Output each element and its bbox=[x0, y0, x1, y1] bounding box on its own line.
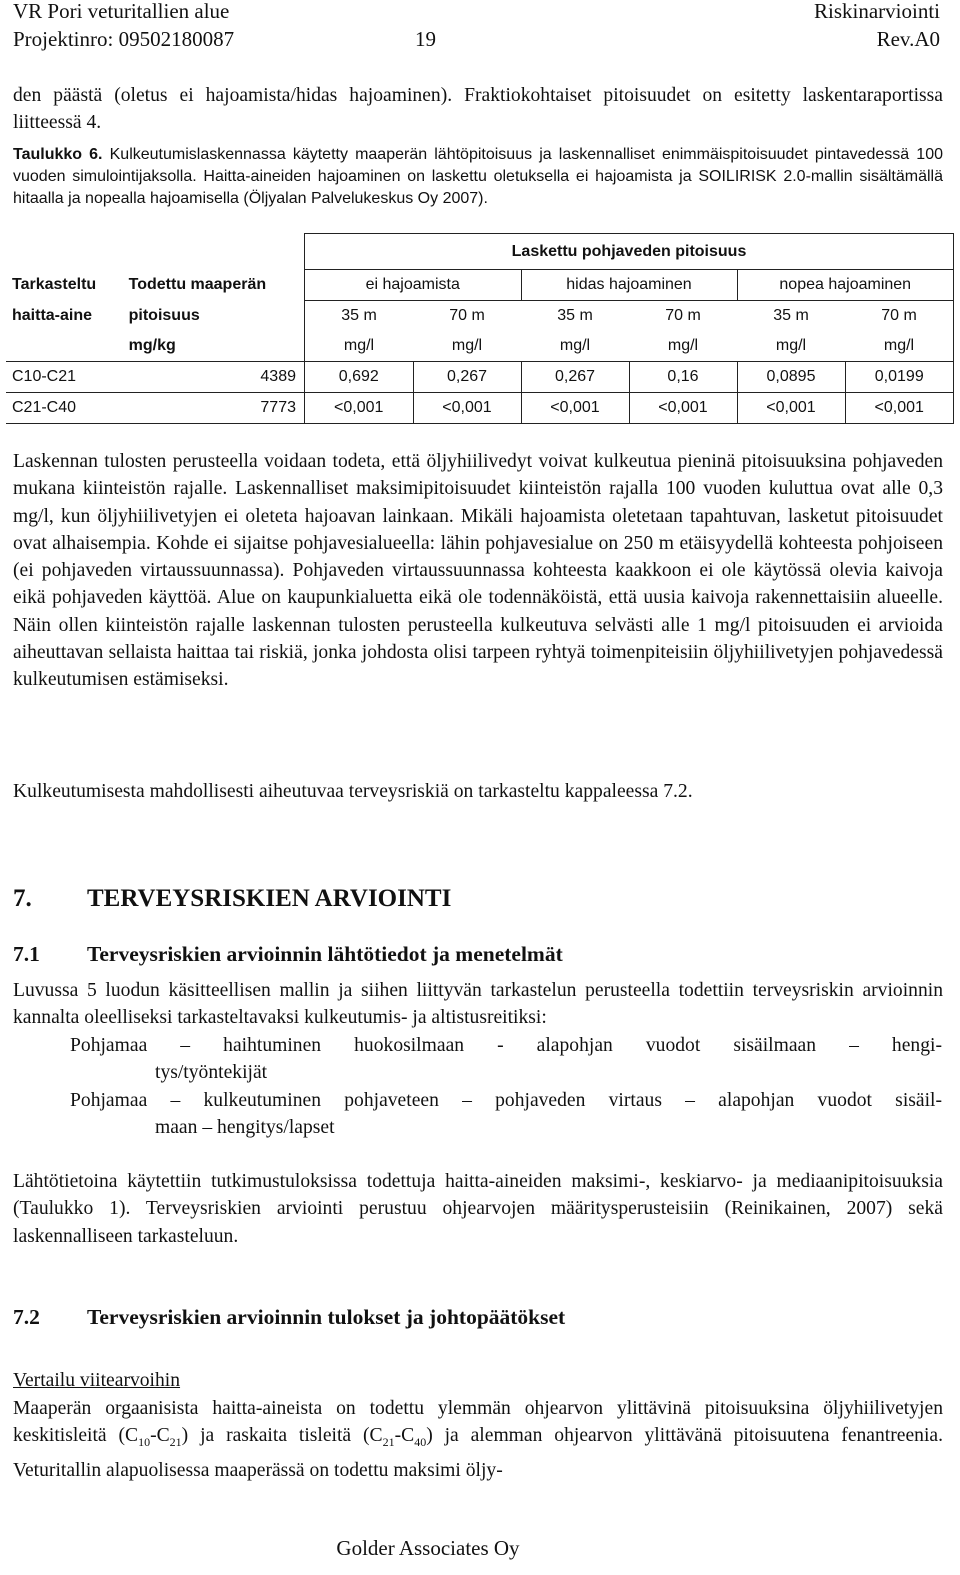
col2-header-line1: Todettu maaperän bbox=[128, 276, 267, 293]
value-cell: <0,001 bbox=[845, 393, 954, 424]
substance-cell: C21-C40 bbox=[6, 393, 123, 424]
unit-cell: mg/l bbox=[521, 331, 629, 362]
distance-cell: 70 m bbox=[845, 301, 954, 332]
unit-cell: mg/l bbox=[845, 331, 954, 362]
section-7-1-paragraph-1: Luvussa 5 luodun käsitteellisen mallin ja siihen liittyvän tarkastelun perusteella todettiin terveysriskin arvioinnin kannalta oleelliseksi tarkasteltavaksi kulkeutumis- ja altistusreitiksi: bbox=[13, 980, 943, 1029]
header-page-number: 19 bbox=[415, 27, 436, 51]
section-7-heading bbox=[13, 885, 451, 913]
value-cell: <0,001 bbox=[413, 393, 521, 424]
reference-comparison-subheading: Vertailu viitearvoihin bbox=[13, 1370, 181, 1391]
section-7-2-number: 7.2 bbox=[13, 1305, 40, 1329]
section-7-2-title: Terveysriskien arvioinnin tulokset ja johtopäätökset bbox=[87, 1305, 566, 1329]
text-run: Maaperän orgaanisista haitta-aineista on todettu ylemmän ohjearvon ylittävinä pitoisuuksina öljyhiilivetyjen keskitisleitä (C bbox=[13, 1398, 943, 1447]
soil-concentration-cell: 4389 bbox=[123, 362, 305, 393]
unit-cell: mg/l bbox=[305, 331, 414, 362]
unit-cell: mg/l bbox=[413, 331, 521, 362]
section-7-1-paragraph-2: Lähtötietoina käytettiin tutkimustuloksissa todettuja haitta-aineiden maksimi-, keskiarvo- ja mediaanipitoisuuksia (Taulukko 1). Terveysriskien arviointi perustuu ohjearvojen määritysperusteisiin (Reinikainen, 2007) sekä laskennalliseen tarkasteluun. bbox=[13, 1171, 943, 1247]
text-run: ) ja raskaita tisleitä (C bbox=[181, 1425, 383, 1447]
footer-company: Golder Associates Oy bbox=[336, 1536, 520, 1560]
subscript: 10 bbox=[138, 1435, 151, 1450]
text-run: -C bbox=[394, 1425, 415, 1447]
value-cell: 0,0895 bbox=[737, 362, 845, 393]
value-cell: 0,267 bbox=[521, 362, 629, 393]
unit-cell: mg/l bbox=[737, 331, 845, 362]
table-row bbox=[6, 393, 954, 424]
exposure-route-1-line-1: Pohjamaa – haihtuminen huokosilmaan - alapohjan vuodot sisäilmaan – hengi- bbox=[70, 1035, 942, 1056]
col2-header-line2: pitoisuus bbox=[128, 306, 200, 324]
distance-cell: 70 m bbox=[665, 307, 701, 324]
section-7-1-number: 7.1 bbox=[13, 942, 40, 966]
value-cell: <0,001 bbox=[737, 393, 845, 424]
col2-header-line3: mg/kg bbox=[128, 337, 176, 354]
value-cell: <0,001 bbox=[305, 393, 414, 424]
exposure-route-1-line-2: tys/työntekijät bbox=[155, 1062, 268, 1083]
subscript: 21 bbox=[382, 1435, 395, 1450]
results-paragraph: Laskennan tulosten perusteella voidaan todeta, että öljyhiilivedyt voivat kulkeutua pieninä pitoisuuksina pohjaveden mukana kiinteistön rajalle. Laskennalliset maksimipitoisuudet kiinteistön rajalla 100 vuoden kuluttua ovat alle 0,3 mg/l, kun öljyhiilivetyjen ei oleteta hajoavan lainkaan. Mikäli hajoamista oletetaan tapahtuvan, lasketut pitoisuudet ovat alhaisempia. Kohde ei sijaitse pohjavesialueella: lähin pohjavesialue on 250 m etäisyydellä kohteesta pohjoiseen (ei pohjaveden virtaussuunnassa). Pohjaveden virtaussuunnassa kohteesta kaakkoon ei ole käytössä olevia kaivoja eikä pohjaveden käyttöä. Alue on kaupunkialuetta eikä ole todennäköistä, että uusia kaivoja rakennettaisiin alueelle. Näin ollen kiinteistön rajalle laskennan tulosten perusteella kulkeutuva selvästi alle 1 mg/l pitoisuuden ei arvioida aiheuttavan sellaista haittaa tai riskiä, jonka johdosta olisi tarpeen ryhtyä toimenpiteisiin öljyhiilivetyjen pohjavedessä kulkeutumisen estämiseksi. bbox=[13, 451, 943, 691]
table-group-header: Laskettu pohjaveden pitoisuus bbox=[305, 234, 954, 270]
substance-cell: C10-C21 bbox=[6, 362, 123, 393]
header-doc-type: Riskinarviointi bbox=[814, 0, 940, 23]
section-7-2-heading bbox=[13, 1305, 565, 1330]
table-caption bbox=[13, 144, 943, 210]
distance-cell: 35 m bbox=[773, 307, 809, 324]
value-cell: 0,16 bbox=[629, 362, 737, 393]
value-cell: 0,267 bbox=[413, 362, 521, 393]
text-run: ) ja alemman ohjearvon ylittävänä pitoisuutena fenantreenia. Veturitallin alapuolisessa maaperässä on todettu maksimi öljy- bbox=[13, 1425, 943, 1481]
health-reference-paragraph: Kulkeutumisesta mahdollisesti aiheutuvaa terveysriskiä on tarkasteltu kappaleessa 7.2. bbox=[13, 781, 693, 802]
subscript: 21 bbox=[169, 1435, 182, 1450]
section-7-number: 7. bbox=[13, 885, 32, 912]
exposure-route-2-line-1: Pohjamaa – kulkeutuminen pohjaveteen – pohjaveden virtaus – alapohjan vuodot sisäil- bbox=[70, 1090, 942, 1111]
table-caption-text: Kulkeutumislaskennassa käytetty maaperän lähtöpitoisuus ja laskennalliset enimmäispitoisuudet pintavedessä 100 vuoden simulointijaksolla. Haitta-aineiden hajoaminen on laskettu oletuksella ei hajoamista ja SOILIRISK 2.0-mallin sisältämällä hitaalla ja nopealla hajoamisella (Öljyalan Palvelukeskus Oy 2007). bbox=[13, 146, 944, 207]
value-cell: <0,001 bbox=[629, 393, 737, 424]
scenario-slow-degradation: hidas hajoaminen bbox=[521, 270, 737, 301]
header-revision: Rev.A0 bbox=[876, 27, 940, 51]
value-cell: 0,0199 bbox=[845, 362, 954, 393]
distance-cell: 35 m bbox=[557, 307, 593, 324]
table-row bbox=[6, 362, 954, 393]
table-caption-label: Taulukko 6. bbox=[13, 146, 103, 163]
value-cell: 0,692 bbox=[305, 362, 414, 393]
soil-concentration-cell: 7773 bbox=[123, 393, 305, 424]
concentration-table bbox=[6, 233, 954, 424]
value-cell: <0,001 bbox=[521, 393, 629, 424]
scenario-no-degradation: ei hajoamista bbox=[305, 270, 522, 301]
unit-cell: mg/l bbox=[629, 331, 737, 362]
col1-header-line2: haitta-aine bbox=[12, 306, 93, 324]
distance-cell: 70 m bbox=[449, 307, 485, 324]
header-project-title: VR Pori veturitallien alue bbox=[13, 0, 230, 23]
section-7-title: TERVEYSRISKIEN ARVIOINTI bbox=[87, 885, 452, 912]
col1-header-line1: Tarkasteltu bbox=[12, 276, 97, 293]
scenario-fast-degradation: nopea hajoaminen bbox=[737, 270, 954, 301]
header-project-number: Projektinro: 09502180087 bbox=[13, 27, 235, 51]
intro-paragraph: den päästä (oletus ei hajoamista/hidas hajoaminen). Fraktiokohtaiset pitoisuudet on esitetty laskentaraportissa liitteessä 4. bbox=[13, 85, 943, 134]
distance-cell: 35 m bbox=[305, 301, 414, 332]
section-7-2-paragraph bbox=[13, 1395, 943, 1484]
exposure-route-2-line-2: maan – hengitys/lapset bbox=[155, 1117, 335, 1138]
section-7-1-title: Terveysriskien arvioinnin lähtötiedot ja menetelmät bbox=[87, 942, 563, 966]
text-run: -C bbox=[150, 1425, 170, 1447]
section-7-1-heading bbox=[13, 942, 563, 967]
subscript: 40 bbox=[414, 1435, 427, 1450]
